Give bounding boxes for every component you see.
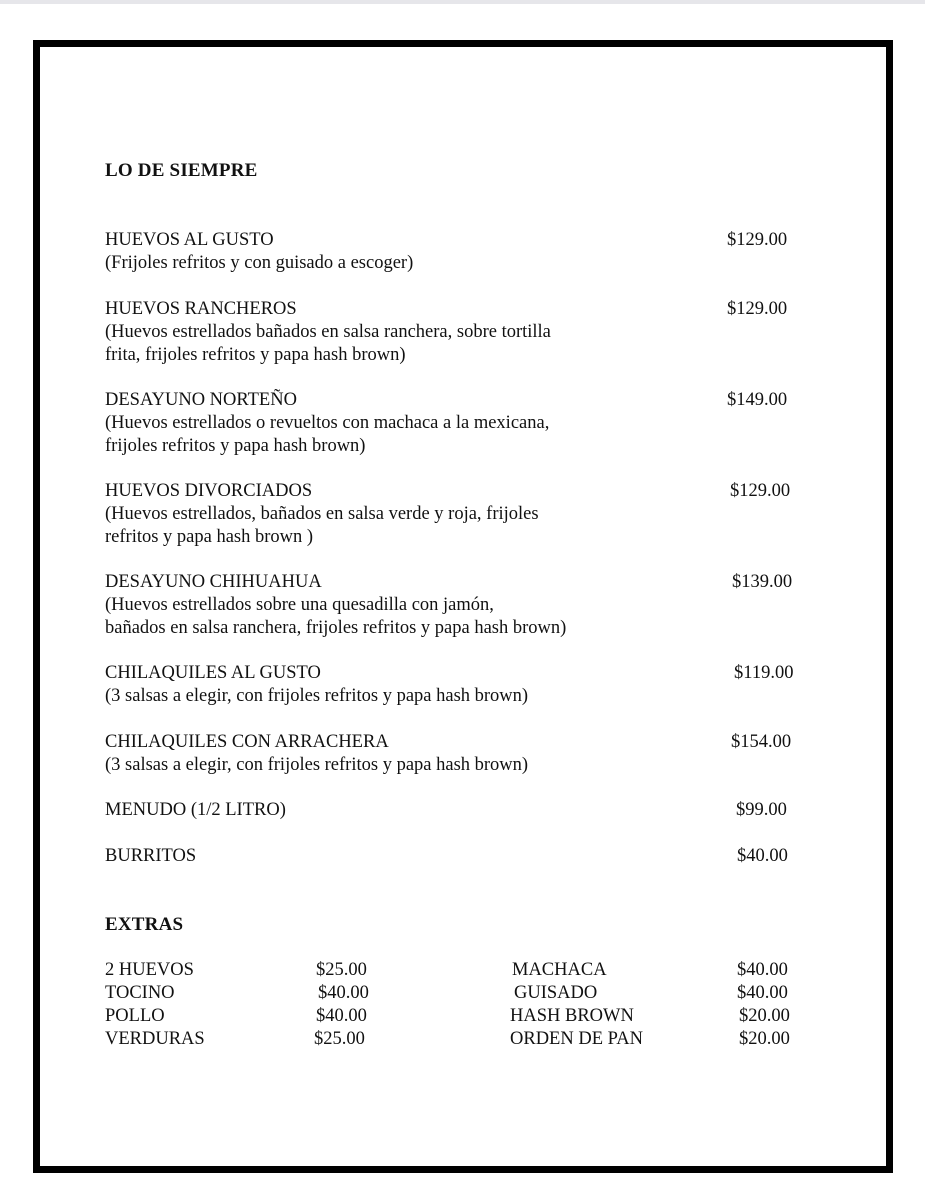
extra-price: $40.00: [316, 1006, 367, 1026]
extra-price: $20.00: [739, 1029, 790, 1049]
menu-item-desayuno-chihuahua: [105, 571, 625, 640]
extra-name: TOCINO: [105, 983, 175, 1003]
item-description: (3 salsas a elegir, con frijoles refritos y papa hash brown): [105, 755, 529, 775]
extra-price: $20.00: [739, 1006, 790, 1026]
extra-name: ORDEN DE PAN: [510, 1029, 643, 1049]
item-price: $99.00: [736, 800, 787, 820]
item-name: DESAYUNO CHIHUAHUA: [105, 572, 322, 592]
top-bar: [0, 0, 925, 4]
extra-name: GUISADO: [514, 983, 598, 1003]
item-description: (Frijoles refritos y con guisado a escoger): [105, 253, 414, 273]
item-price: $149.00: [727, 390, 788, 410]
item-price: $40.00: [737, 846, 788, 866]
extra-price: $25.00: [316, 960, 367, 980]
extra-name: VERDURAS: [105, 1029, 205, 1049]
menu-item-burritos: [105, 845, 625, 868]
item-price: $154.00: [731, 732, 792, 752]
menu-item-chilaquiles-con-arrachera: [105, 731, 625, 777]
item-price: $129.00: [727, 299, 788, 319]
menu-item-huevos-al-gusto: [105, 229, 625, 275]
menu-item-huevos-divorciados: [105, 480, 625, 549]
menu-item-menudo: [105, 799, 625, 822]
item-description: (3 salsas a elegir, con frijoles refritos y papa hash brown): [105, 686, 529, 706]
extra-name: 2 HUEVOS: [105, 960, 194, 980]
item-name: HUEVOS RANCHEROS: [105, 299, 297, 319]
item-price: $119.00: [734, 663, 794, 683]
section-title-extras: EXTRAS: [105, 914, 184, 935]
extra-price: $40.00: [737, 983, 788, 1003]
item-description: (Huevos estrellados sobre una quesadilla con jamón, bañados en salsa ranchera, frijoles refritos y papa hash brown): [105, 595, 567, 638]
item-name: HUEVOS AL GUSTO: [105, 230, 274, 250]
item-name: CHILAQUILES CON ARRACHERA: [105, 732, 389, 752]
item-name: BURRITOS: [105, 846, 197, 866]
extra-name: HASH BROWN: [510, 1006, 634, 1026]
item-description: (Huevos estrellados bañados en salsa ranchera, sobre tortilla frita, frijoles refritos y papa hash brown): [105, 322, 551, 365]
item-name: CHILAQUILES AL GUSTO: [105, 663, 321, 683]
item-name: HUEVOS DIVORCIADOS: [105, 481, 313, 501]
item-description: (Huevos estrellados o revueltos con machaca a la mexicana, frijoles refritos y papa hash brown): [105, 413, 550, 456]
item-name: MENUDO (1/2 LITRO): [105, 800, 286, 820]
item-name: DESAYUNO NORTEÑO: [105, 390, 297, 410]
extra-price: $25.00: [314, 1029, 365, 1049]
menu-item-chilaquiles-al-gusto: [105, 662, 625, 708]
section-title-lo-de-siempre: LO DE SIEMPRE: [105, 160, 258, 181]
menu-item-desayuno-norteno: [105, 389, 625, 458]
item-description: (Huevos estrellados, bañados en salsa verde y roja, frijoles refritos y papa hash brown ): [105, 504, 539, 547]
extra-name: MACHACA: [512, 960, 607, 980]
extra-price: $40.00: [318, 983, 369, 1003]
item-price: $139.00: [732, 572, 793, 592]
extra-name: POLLO: [105, 1006, 165, 1026]
item-price: $129.00: [730, 481, 791, 501]
item-price: $129.00: [727, 230, 788, 250]
menu-item-huevos-rancheros: [105, 298, 625, 367]
extra-price: $40.00: [737, 960, 788, 980]
